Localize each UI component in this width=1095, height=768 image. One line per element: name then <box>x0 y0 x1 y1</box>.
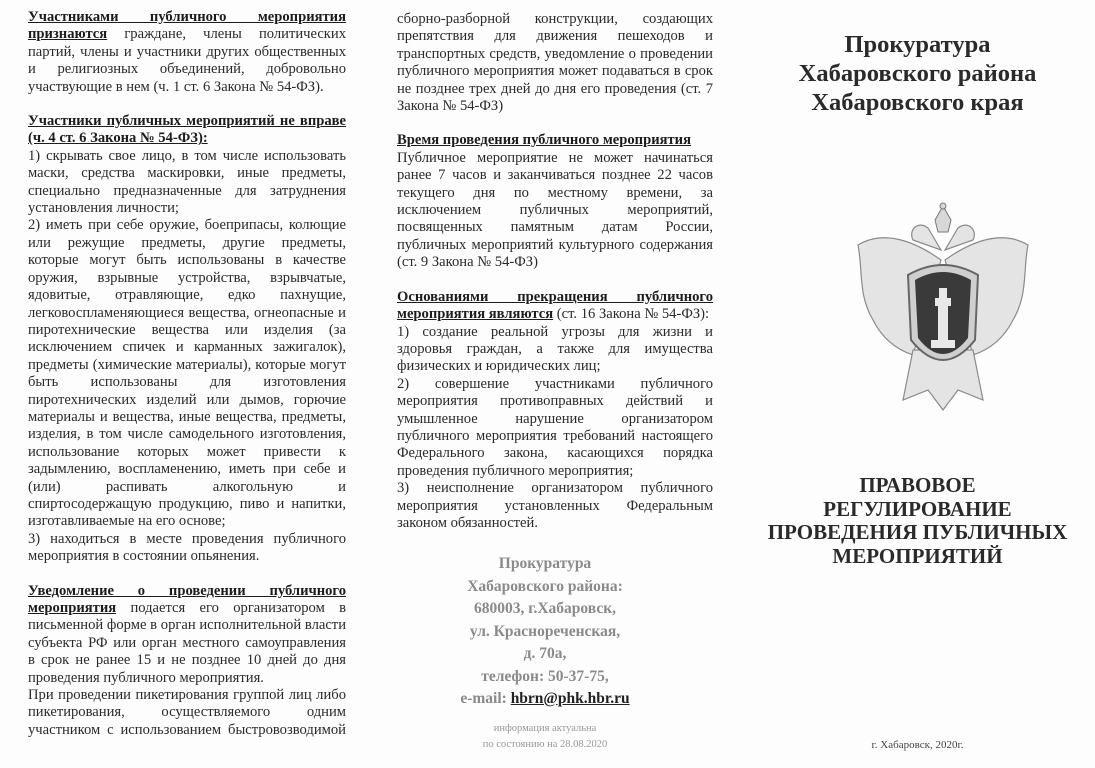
brochure-title <box>740 474 1095 568</box>
contact-address: 680003, г.Хабаровск, <box>473 600 617 617</box>
prosecutor-emblem-icon <box>853 200 1033 415</box>
title-line: РЕГУЛИРОВАНИЕ <box>823 496 1012 521</box>
section-heading: Участниками публичного мероприятия признаются <box>28 9 346 43</box>
list-item: 2) иметь при себе оружие, боеприпасы, колющие или режущие предметы, другие предметы, которые могут быть использованы в качестве оружия, взрывные устройства, взрывчатые, ядовитые, отравляющие, едко пахнущие, легковоспламеняющиеся вещества, огнеопасные и пиротехнические вещества или изделия (за исключением спичек и карманных зажигалок), предметы (химические материалы), которые могут быть использованы для изготовления пиротехнических изделий или дымов, горючие материалы и вещества, иные вещества, предметы, изделия, в том числе самодельного изготовления, использование которых может привести к задымлению, воспламенению, иметь при себе и (или) распивать алкогольную и спиртосодержащую продукцию, пиво и напитки, изготавливаемые на его основе; <box>28 217 346 530</box>
section-heading: Уведомление о проведении публичного мероприятия <box>28 582 346 616</box>
info-line: информация актуальна <box>493 722 597 734</box>
org-line: Хабаровского района <box>798 60 1037 87</box>
list-item: 3) находиться в месте проведения публичного мероприятия в состоянии опьянения. <box>28 530 346 565</box>
cover-organization <box>740 30 1095 117</box>
list-item: 1) создание реальной угрозы для жизни и здоровья граждан, а также для имущества физических и юридических лиц; <box>397 323 713 375</box>
section-text: сборно-разборной конструкции, создающих препятствия для движения пешеходов и транспортных средств, уведомление о проведении публичного мероприятия может подаваться в срок не позднее трех дней до дня его проведения (ст. 7 Закона № 54-ФЗ) <box>397 11 713 115</box>
list-item: 1) скрывать свое лицо, в том числе использовать маски, средства маскировки, иные предметы, специально предназначенные для затруднения установления личности; <box>28 147 346 217</box>
section-heading: Основаниями прекращения публичного мероприятия являются <box>397 288 713 323</box>
title-line: МЕРОПРИЯТИЙ <box>832 543 1003 568</box>
title-line: ПРОВЕДЕНИЯ ПУБЛИЧНЫХ <box>767 520 1068 544</box>
email-label: e-mail: <box>460 690 511 707</box>
section-text: При проведении пикетирования группой лиц либо пикетирования, осуществляемого одним участником с использованием быстровозводимой <box>28 687 346 738</box>
info-date <box>420 721 670 753</box>
contact-address: д. 70а, <box>523 645 567 662</box>
city-year: г. Хабаровск, 2020г. <box>871 739 964 751</box>
notification-paragraph <box>28 583 346 687</box>
contact-org: Хабаровского района: <box>467 577 623 595</box>
contact-email-row <box>420 688 670 711</box>
list-item: 2) совершение участниками публичного мероприятия противоправных действий и умышленное нарушение организатором публичного мероприятия требований настоящего Федерального закона, касающихся порядка проведения публичного мероприятия; <box>397 375 713 479</box>
info-line: по состоянию на 28.08.2020 <box>482 738 608 750</box>
contact-phone: телефон: 50-37-75, <box>481 667 609 685</box>
contact-block <box>420 553 670 753</box>
org-line: Хабаровского края <box>811 89 1024 116</box>
contact-address: ул. Краснореченская, <box>469 622 621 640</box>
section-text: подается его организатором в письменной форме в орган исполнительной власти субъекта РФ или орган местного самоуправления в срок не ранее 15 и не позднее 10 дней до дня проведения публичного мероприятия. <box>28 600 346 686</box>
contact-org: Прокуратура <box>498 555 592 572</box>
section-heading: Время проведения публичного мероприятия <box>397 132 691 149</box>
email-link[interactable]: hbrn@phk.hbr.ru <box>510 690 630 707</box>
brochure-cover <box>740 0 1095 768</box>
termination-heading <box>397 289 713 324</box>
org-line: Прокуратура <box>844 31 991 58</box>
section-text: граждане, члены политических партий, члены и участники других общественных и религиозных объединений, добровольно участвующие в нем (ч. 1 ст. 6 Закона № 54-ФЗ). <box>28 26 346 95</box>
list-item: 3) неисполнение организатором публичного мероприятия установленных Федеральным законом обязанностей. <box>397 480 713 531</box>
brochure-column-left <box>28 9 346 739</box>
brochure-column-middle <box>397 11 713 532</box>
title-line: ПРАВОВОЕ <box>859 473 976 497</box>
section-heading: Участники публичных мероприятий не вправе (ч. 4 ст. 6 Закона № 54-ФЗ): <box>28 113 346 147</box>
section-text: Публичное мероприятие не может начинаться ранее 7 часов и заканчиваться позднее 22 часов текущего дня по местному времени, за исключением публичных мероприятий, посвященных памятным датам России, публичных мероприятий культурного содержания (ст. 9 Закона № 54-ФЗ) <box>397 149 713 271</box>
law-reference: (ст. 16 Закона № 54-ФЗ): <box>553 306 710 323</box>
participants-paragraph <box>28 9 346 96</box>
